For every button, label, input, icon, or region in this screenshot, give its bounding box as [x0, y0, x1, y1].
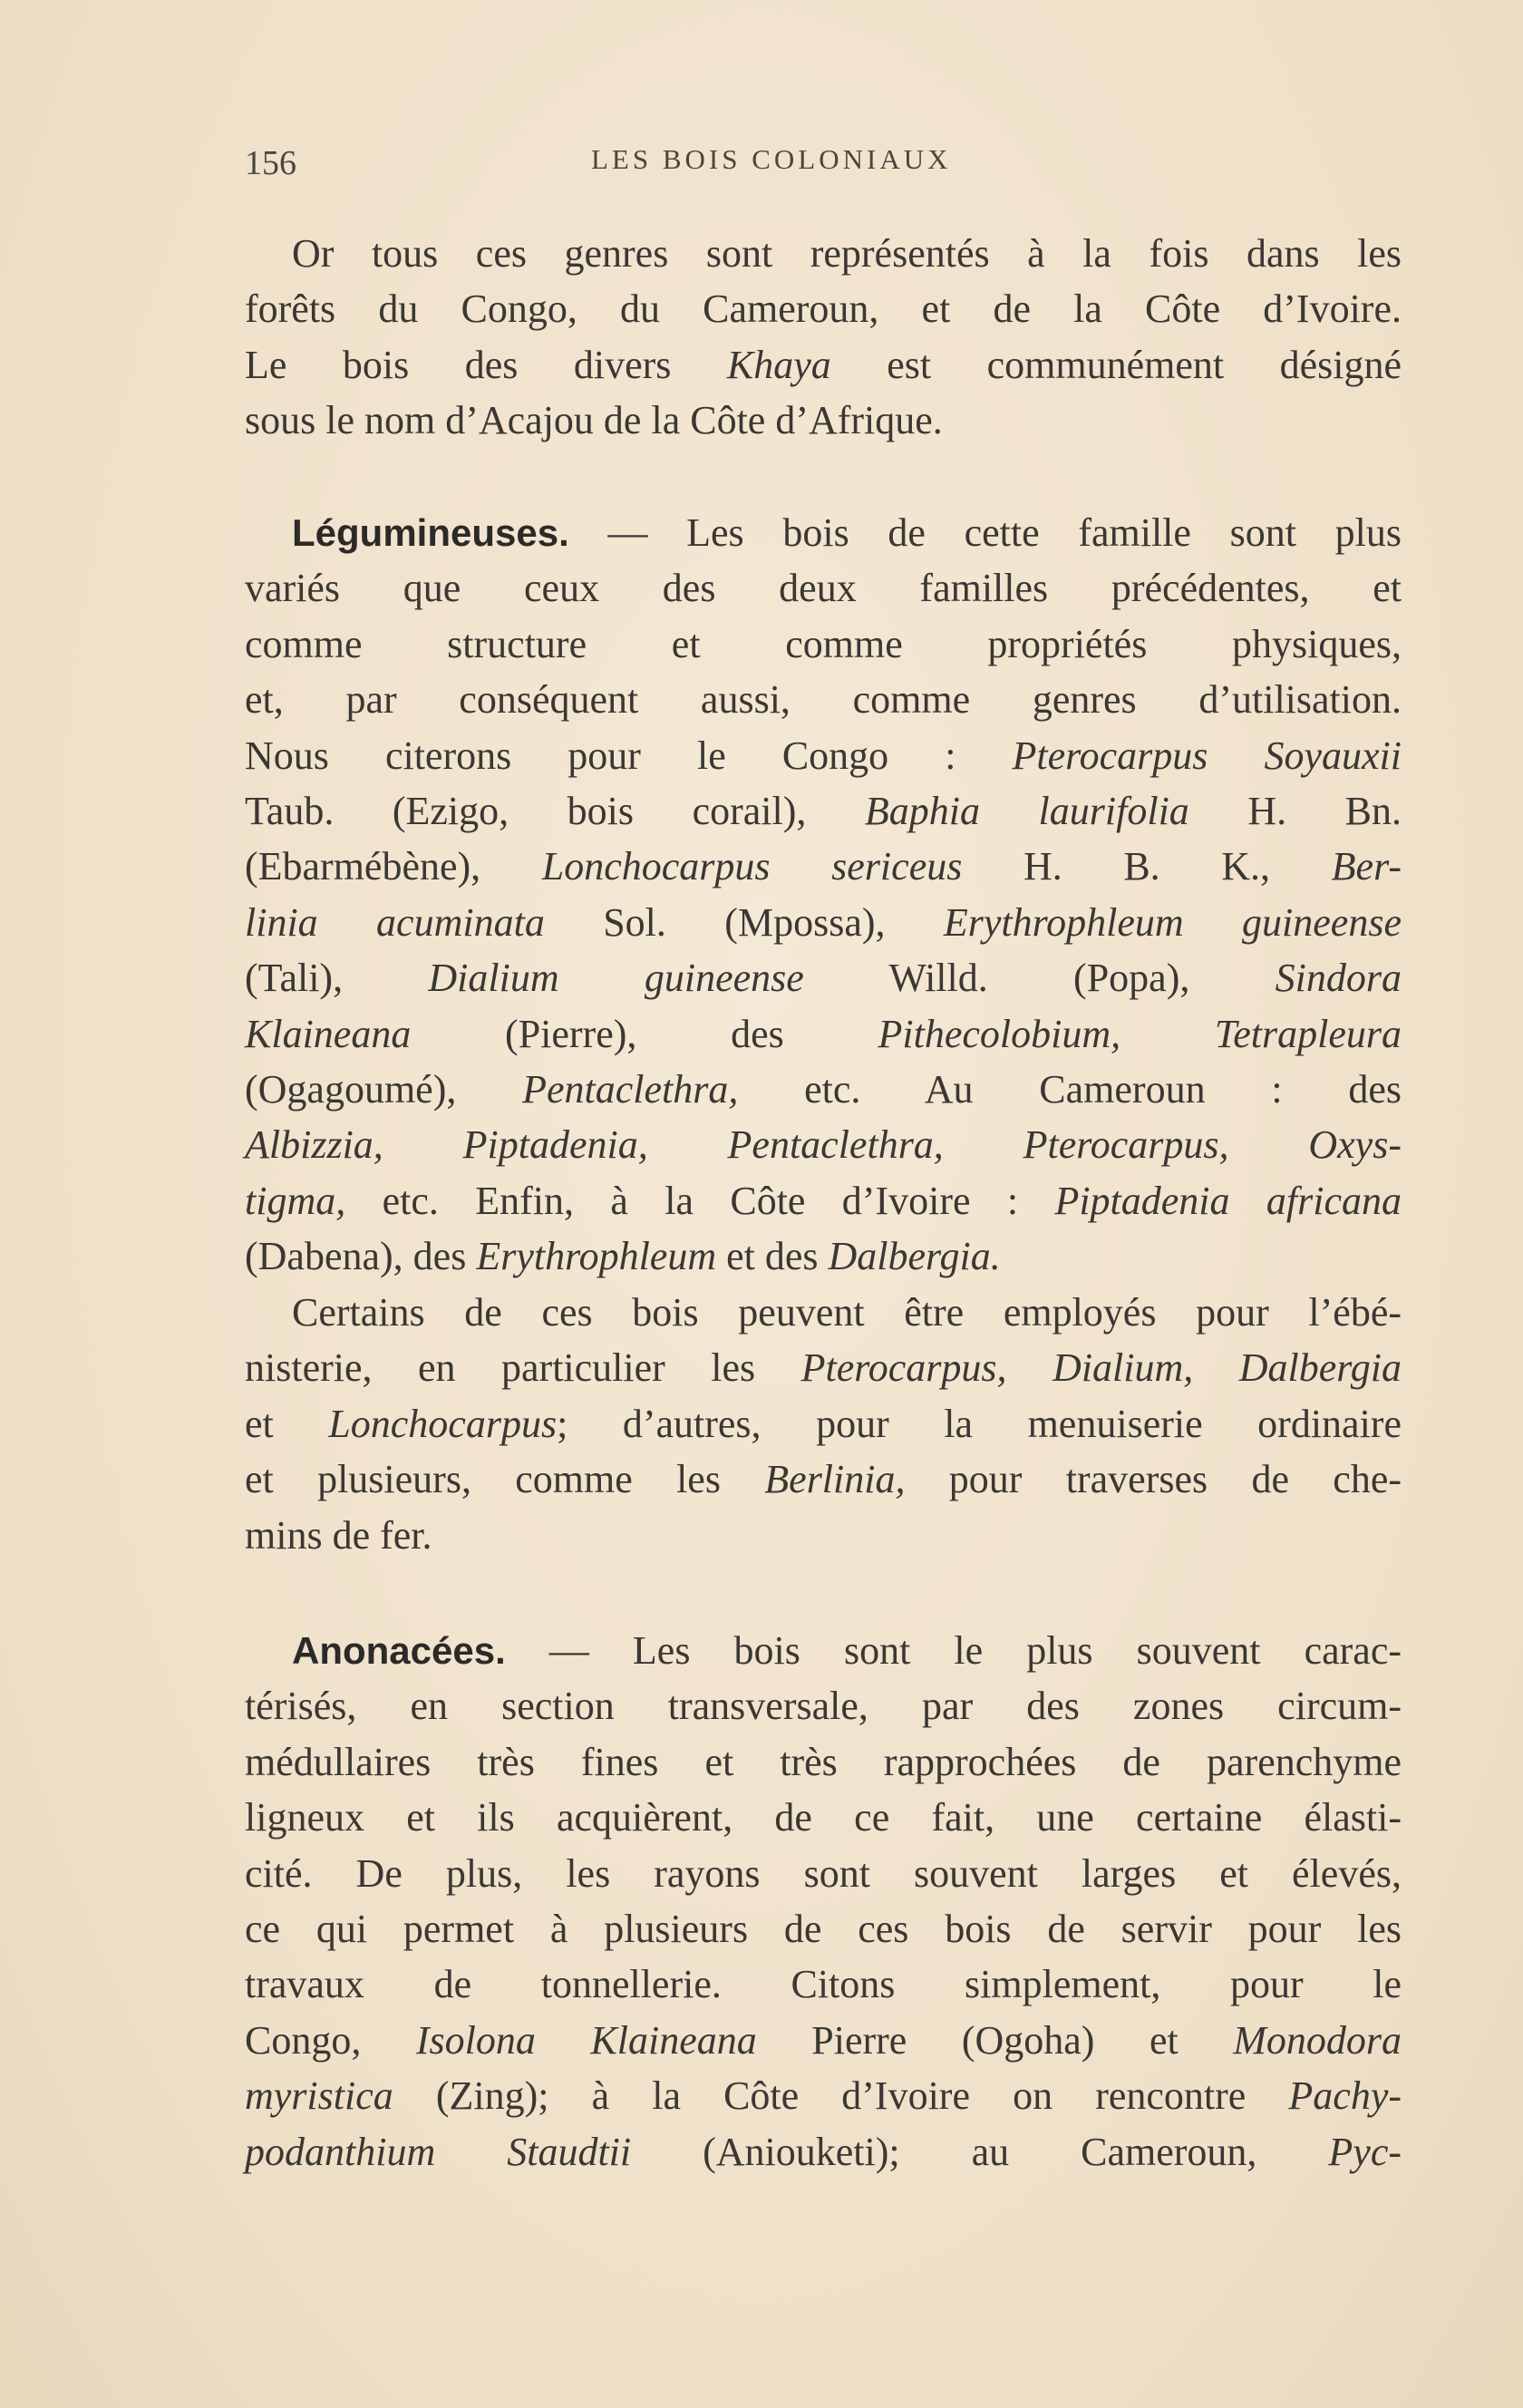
text-line [245, 1062, 1402, 1117]
text-segment: Nous citerons pour le Congo : [245, 733, 1013, 778]
text-segment: Congo, [245, 2017, 416, 2063]
italic-taxon-text: Pterocarpus, Dialium, Dalbergia [800, 1345, 1402, 1391]
text-segment: Taub. (Ezigo, bois corail), [245, 788, 865, 833]
text-segment: variés que ceux des deux familles précédentes, et [245, 566, 1402, 611]
italic-taxon-text: Erythrophleum guineense [943, 899, 1402, 945]
italic-taxon-text: Pachy- [1288, 2073, 1402, 2119]
italic-taxon-text: linia acuminata [245, 899, 545, 945]
text-line [245, 783, 1402, 839]
text-segment: — Les bois de cette famille sont plus [568, 510, 1402, 555]
text-line [245, 1623, 1402, 1678]
text-line [245, 1006, 1402, 1062]
text-line [245, 1396, 1402, 1452]
italic-taxon-text: Sindora [1275, 956, 1402, 1001]
text-segment: Certains de ces bois peuvent être employés pour l’ébé- [292, 1290, 1402, 1335]
text-segment: (Ebarmébène), [245, 844, 542, 889]
text-segment: ; d’autres, pour la menuiserie ordinaire [557, 1401, 1402, 1446]
text-line [245, 1228, 1402, 1284]
section-heading: Anonacées. [292, 1629, 506, 1672]
text-line [245, 839, 1402, 894]
text-line [245, 505, 1402, 560]
paragraph-legumineuses [245, 505, 1402, 1284]
text-line [245, 1173, 1402, 1228]
text-line [245, 950, 1402, 1005]
italic-taxon-text: Albizzia, Piptadenia, Pentaclethra, Pterocarpus, Oxys- [245, 1122, 1402, 1168]
text-line [245, 728, 1402, 783]
text-segment: sous le nom d’Acajou de la Côte d’Afrique. [245, 398, 943, 443]
italic-taxon-text: Pithecolobium, Tetrapleura [878, 1011, 1402, 1056]
text-segment: etc. Enfin, à la Côte d’Ivoire : [345, 1178, 1055, 1223]
section-heading: Légumineuses. [292, 511, 569, 554]
text-segment: ligneux et ils acquièrent, de ce fait, une certaine élasti- [245, 1795, 1402, 1840]
text-segment: est communément désigné [830, 342, 1402, 387]
italic-taxon-text: Pterocarpus Soyauxii [1012, 733, 1402, 778]
italic-taxon-text: Dalbergia. [828, 1234, 1001, 1279]
text-segment: (Zing); à la Côte d’Ivoire on rencontre [393, 2073, 1289, 2119]
text-segment: pour traverses de che- [905, 1457, 1402, 1502]
text-segment: (Tali), [245, 956, 429, 1001]
italic-taxon-text: Berlinia, [764, 1457, 906, 1502]
text-line [245, 1508, 1402, 1563]
text-segment: et, par conséquent aussi, comme genres d’utilisation. [245, 677, 1402, 723]
text-line [245, 1734, 1402, 1790]
text-line [245, 1285, 1402, 1340]
italic-taxon-text: Lonchocarpus [328, 1401, 558, 1446]
text-segment: térisés, en section transversale, par des zones circum- [245, 1684, 1402, 1729]
italic-taxon-text: Ber- [1331, 844, 1402, 889]
text-segment: Le bois des divers [245, 342, 727, 387]
text-line [245, 1790, 1402, 1845]
italic-taxon-text: Isolona Klaineana [415, 2017, 757, 2063]
text-segment: Pierre (Ogoha) et [756, 2017, 1234, 2063]
paragraph-certains [245, 1285, 1402, 1563]
text-line [245, 1340, 1402, 1395]
italic-taxon-text: Erythrophleum [476, 1234, 717, 1279]
text-line [245, 1117, 1402, 1172]
text-line [245, 672, 1402, 727]
text-segment: Sol. (Mpossa), [544, 899, 944, 945]
text-segment: (Pierre), des [411, 1011, 878, 1056]
running-title: LES BOIS COLONIAUX [591, 143, 952, 175]
text-line [245, 1452, 1402, 1507]
text-line [245, 1678, 1402, 1733]
italic-taxon-text: Pentaclethra, [522, 1066, 739, 1112]
text-segment: mins de fer. [245, 1512, 432, 1558]
italic-taxon-text: Pyc- [1328, 2129, 1402, 2174]
italic-taxon-text: Klaineana [245, 1011, 412, 1056]
italic-taxon-text: podanthium Staudtii [245, 2129, 632, 2174]
text-segment: médullaires très fines et très rapprochées de parenchyme [245, 1739, 1402, 1784]
text-line [245, 281, 1402, 336]
page-number: 156 [245, 144, 296, 182]
text-line [245, 1956, 1402, 2012]
text-line [245, 617, 1402, 672]
text-segment: nisterie, en particulier les [245, 1345, 801, 1391]
text-segment: comme structure et comme propriétés physiques, [245, 621, 1402, 666]
text-line [245, 1846, 1402, 1901]
italic-taxon-text: Baphia laurifolia [864, 788, 1189, 833]
paragraph-anonacees [245, 1623, 1402, 2180]
text-line [245, 1901, 1402, 1956]
text-segment: et [245, 1401, 329, 1446]
italic-taxon-text: myristica [245, 2073, 393, 2119]
text-line [245, 226, 1402, 281]
italic-taxon-text: Khaya [726, 342, 831, 387]
text-segment: ce qui permet à plusieurs de ces bois de servir pour les [245, 1906, 1402, 1951]
text-line [245, 337, 1402, 393]
text-segment: forêts du Congo, du Cameroun, et de la Côte d’Ivoire. [245, 286, 1402, 332]
italic-taxon-text: Lonchocarpus sericeus [541, 844, 963, 889]
text-segment: Willd. (Popa), [803, 956, 1276, 1001]
text-segment: et des [716, 1234, 829, 1279]
text-segment: (Ogagoumé), [245, 1066, 523, 1112]
text-line [245, 895, 1402, 950]
text-segment: H. B. K., [962, 844, 1332, 889]
text-segment: — Les bois sont le plus souvent carac- [505, 1628, 1402, 1673]
text-line [245, 2013, 1402, 2068]
text-line [245, 2124, 1402, 2180]
italic-taxon-text: Piptadenia africana [1054, 1178, 1402, 1223]
text-segment: (Aniouketi); au Cameroun, [631, 2129, 1329, 2174]
text-segment: etc. Au Cameroun : des [738, 1066, 1402, 1112]
italic-taxon-text: Monodora [1233, 2017, 1402, 2063]
text-segment: Or tous ces genres sont représentés à la fois dans les [292, 231, 1402, 276]
italic-taxon-text: tigma, [245, 1178, 346, 1223]
text-line [245, 2068, 1402, 2123]
paragraph-khaya [245, 226, 1402, 449]
text-segment: cité. De plus, les rayons sont souvent larges et élevés, [245, 1850, 1402, 1896]
italic-taxon-text: Dialium guineense [428, 956, 804, 1001]
text-segment: H. Bn. [1188, 788, 1402, 833]
text-line [245, 560, 1402, 616]
text-line [245, 393, 1402, 448]
text-segment: travaux de tonnellerie. Citons simplement, pour le [245, 1962, 1402, 2007]
text-segment: (Dabena), des [245, 1234, 477, 1279]
text-segment: et plusieurs, comme les [245, 1457, 765, 1502]
